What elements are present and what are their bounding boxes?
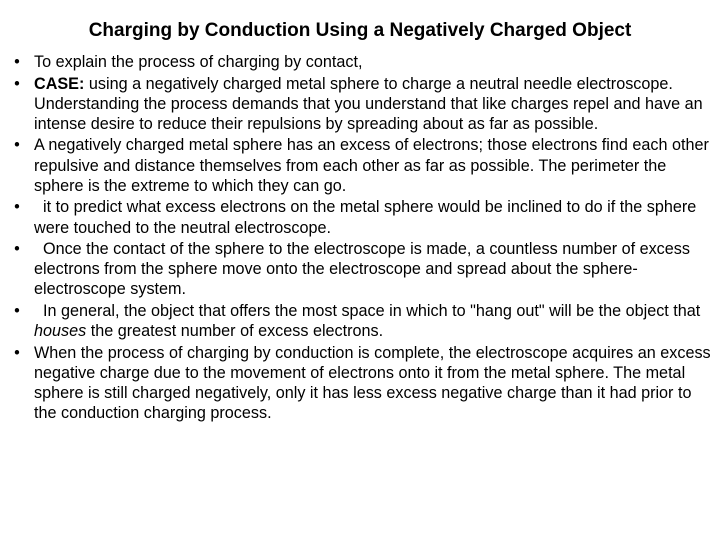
bullet-glyph: •	[14, 53, 20, 71]
bullet-list	[0, 52, 720, 425]
bullet-glyph: •	[14, 198, 20, 217]
bullet-item-6	[0, 301, 720, 341]
bullet-glyph: •	[14, 343, 20, 362]
bullet-bold-label: CASE:	[34, 74, 85, 93]
bullet-text: using a negatively charged metal sphere to charge a neutral needle electroscope. Understanding the process demands that you understand that like charges repel and have an intense desire to reduce their repulsions by spreading about as far as possible.	[34, 74, 703, 133]
bullet-glyph: •	[14, 136, 20, 155]
bullet-glyph: •	[14, 240, 20, 259]
bullet-text: In general, the object that offers the most space in which to "hang out" will be the object that	[34, 301, 701, 320]
bullet-text: it to predict what excess electrons on the metal sphere would be inclined to do if the sphere were touched to the neutral electroscope.	[34, 198, 697, 237]
bullet-text: A negatively charged metal sphere has an excess of electrons; those electrons find each other repulsive and distance themselves from each other as far as possible. The perimeter the sphere is the extreme to which they can go.	[34, 136, 709, 195]
bullet-text-tail: the greatest number of excess electrons.	[86, 322, 384, 341]
bullet-emphasis: houses	[34, 322, 87, 341]
bullet-item-4	[0, 197, 720, 237]
bullet-text: When the process of charging by conduction is complete, the electroscope acquires an excess negative charge due to the movement of electrons onto it from the metal sphere. The metal sphere is still charged negatively, only it has less excess negative charge than it had prior to the conduction charging process.	[34, 343, 711, 423]
slide-title: Charging by Conduction Using a Negatively Charged Object	[88, 20, 632, 41]
bullet-glyph: •	[14, 74, 20, 93]
bullet-item-2	[0, 74, 720, 135]
bullet-text: Once the contact of the sphere to the electroscope is made, a countless number of excess electrons from the sphere move onto the electroscope and spread about the sphere-electroscope system.	[34, 240, 690, 299]
bullet-item-3	[0, 135, 720, 196]
bullet-item-1	[0, 52, 720, 72]
bullet-item-5	[0, 239, 720, 300]
bullet-item-7	[0, 343, 720, 424]
bullet-text: To explain the process of charging by contact,	[34, 53, 363, 71]
bullet-glyph: •	[14, 301, 20, 320]
